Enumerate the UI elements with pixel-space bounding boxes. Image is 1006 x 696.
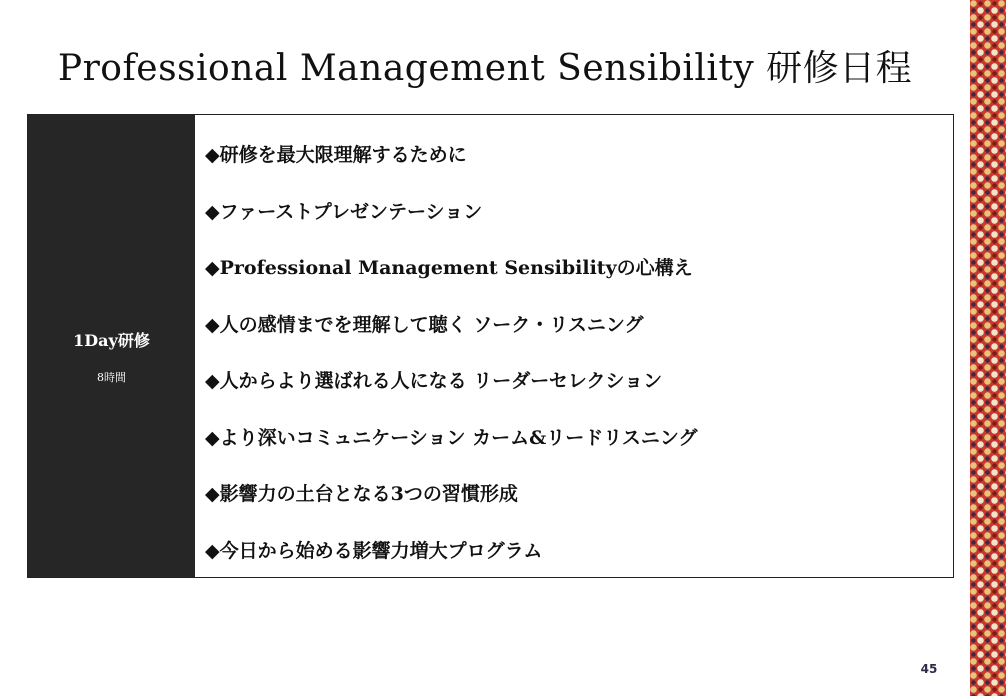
schedule-table [27, 114, 954, 578]
course-label: 1Day研修 [73, 330, 150, 350]
agenda-item: ◆より深いコミュニケーション カーム&リードリスニング [205, 426, 698, 449]
agenda-item: ◆Professional Management Sensibilityの心構え [205, 257, 693, 279]
slide-title: Professional Management Sensibility 研修日程 [57, 48, 913, 89]
page-number: 45 [920, 662, 938, 676]
decorative-pattern-border [970, 0, 1006, 696]
schedule-sidebar [28, 115, 195, 577]
agenda-item: ◆人の感情までを理解して聴く ソーク・リスニング [205, 313, 644, 336]
course-duration: 8時間 [97, 370, 126, 384]
agenda-item: ◆人からより選ばれる人になる リーダーセレクション [205, 370, 663, 392]
agenda-item: ◆今日から始める影響力増大プログラム [205, 539, 543, 562]
agenda-item: ◆ファーストプレゼンテーション [205, 200, 483, 223]
agenda-list [195, 115, 953, 577]
agenda-item: ◆影響力の土台となる3つの習慣形成 [205, 483, 518, 505]
agenda-item: ◆研修を最大限理解するために [205, 144, 467, 166]
